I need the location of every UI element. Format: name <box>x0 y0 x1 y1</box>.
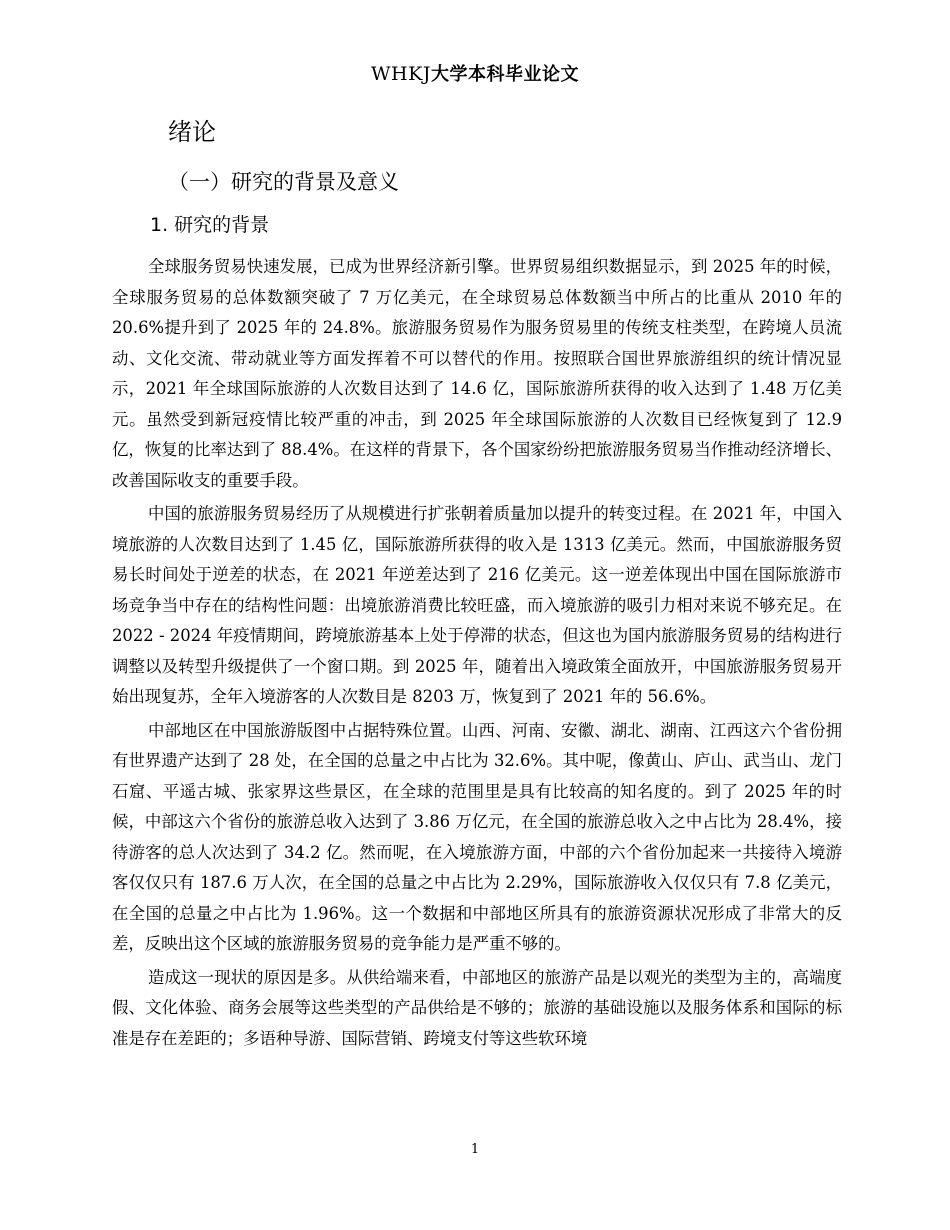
paragraph: 中国的旅游服务贸易经历了从规模进行扩张朝着质量加以提升的转变过程。在 2021 年，中国入境旅游的人次数目达到了 1.45 亿，国际旅游所获得的收入是 1313 亿美元。然而，中国旅游服务贸易长时间处于逆差的状态，在 2021 年逆差达到了 216 亿美元。这一逆差体现出中国在国际旅游市场竞争当中存在的结构性问题：出境旅游消费比较旺盛，而入境旅游的吸引力相对来说不够充足。在 2022 - 2024 年疫情期间，跨境旅游基本上处于停滞的状态，但这也为国内旅游服务贸易的结构进行调整以及转型升级提供了一个窗口期。到 2025 年，随着出入境政策全面放开，中国旅游服务贸易开始出现复苏，全年入境游客的人次数目是 8203 万，恢复到了 2021 年的 56.6%。 <box>112 504 842 706</box>
paragraph: 全球服务贸易快速发展，已成为世界经济新引擎。世界贸易组织数据显示，到 2025 年的时候，全球服务贸易的总体数额突破了 7 万亿美元，在全球贸易总体数额当中所占的比重从 2010 年的 20.6%提升到了 2025 年的 24.8%。旅游服务贸易作为服务贸易里的传统支柱类型，在跨境人员流动、文化交流、带动就业等方面发挥着不可以替代的作用。按照联合国世界旅游组织的统计情况显示，2021 年全球国际旅游的人次数目达到了 14.6 亿，国际旅游所获得的收入达到了 1.48 万亿美元。虽然受到新冠疫情比较严重的冲击，到 2025 年全球国际旅游的人次数目已经恢复到了 12.9 亿，恢复的比率达到了 88.4%。在这样的背景下，各个国家纷纷把旅游服务贸易当作推动经济增长、改善国际收支的重要手段。 <box>112 257 842 490</box>
header-latin: WHKJ <box>371 63 431 85</box>
paragraph: 造成这一现状的原因是多。从供给端来看，中部地区的旅游产品是以观光的类型为主的，高端度假、文化体验、商务会展等这些类型的产品供给是不够的；旅游的基础设施以及服务体系和国际的标准是存在差距的；多语种导游、国际营销、跨境支付等这些软环境 <box>112 967 842 1048</box>
subsection-heading: 1. 研究的背景 <box>150 214 270 236</box>
header-title: 大学本科毕业论文 <box>430 64 579 85</box>
paragraph: 中部地区在中国旅游版图中占据特殊位置。山西、河南、安徽、湖北、湖南、江西这六个省份拥有世界遗产达到了 28 处，在全国的总量之中占比为 32.6%。其中呢，像黄山、庐山、武当山、龙门石窟、平遥古城、张家界这些景区，在全球的范围里是具有比较高的知名度的。到了 2025 年的时候，中部这六个省份的旅游总收入达到了 3.86 万亿元，在全国的旅游总收入之中占比为 28.4%，接待游客的总人次达到了 34.2 亿。然而呢，在入境旅游方面，中部的六个省份加起来一共接待入境游客仅仅只有 187.6 万人次，在全国的总量之中占比为 2.29%，国际旅游收入仅仅只有 7.8 亿美元，在全国的总量之中占比为 1.96%。这一个数据和中部地区所具有的旅游资源状况形成了非常大的反差，反映出这个区域的旅游服务贸易的竞争能力是严重不够的。 <box>112 720 842 953</box>
chapter-heading: 绪论 <box>168 118 216 146</box>
running-header <box>0 60 950 86</box>
body-text <box>112 252 842 1057</box>
section-heading: （一）研究的背景及意义 <box>168 170 399 194</box>
page-number: 1 <box>470 1142 480 1157</box>
